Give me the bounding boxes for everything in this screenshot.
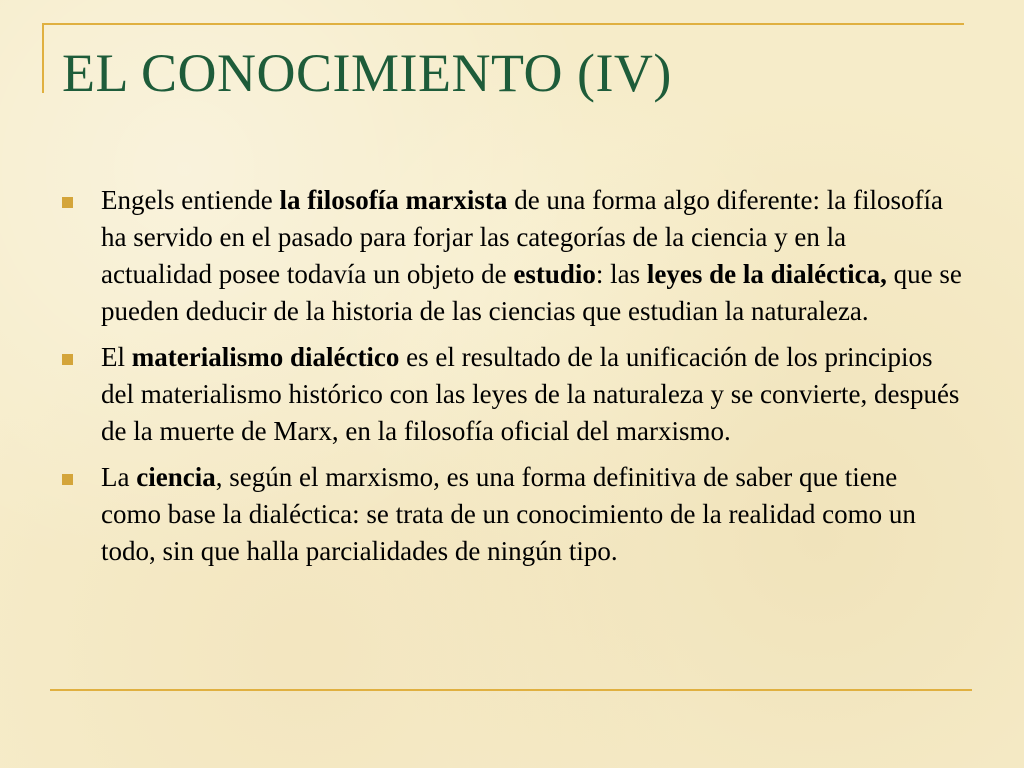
text-run: que se pueden deducir de la historia de las ciencias que estudian la naturaleza. — [101, 259, 962, 326]
bullet-text — [101, 339, 962, 450]
text-run: El — [101, 342, 132, 372]
text-run: : las — [595, 259, 647, 289]
bold-term: ciencia — [136, 462, 216, 492]
bold-term: estudio — [513, 259, 596, 289]
square-bullet-icon — [62, 474, 73, 485]
bold-term: leyes de la dialéctica, — [646, 259, 887, 289]
text-run: La — [101, 462, 137, 492]
text-run: de una forma algo diferente: la filosofía ha servido en el pasado para forjar las categorías de la ciencia y en la actualidad posee todavía un objeto de — [101, 185, 944, 289]
text-run: es el resultado de la unificación de los principios del materialismo histórico con las leyes de la naturaleza y se convierte, después de la muerte de Marx, en la filosofía oficial del marxismo. — [101, 342, 960, 446]
frame-bottom-line — [50, 689, 972, 691]
bullet-item-engels — [62, 182, 962, 330]
bold-term: materialismo dialéctico — [131, 342, 400, 372]
bullet-item-materialismo — [62, 339, 962, 450]
frame-top-line — [42, 23, 964, 25]
bullet-text — [101, 459, 962, 570]
text-run: , según el marxismo, es una forma definitiva de saber que tiene como base la dialéctica: se trata de un conocimiento de la realidad como un todo, sin que halla parcialidades de ningún tipo. — [101, 462, 916, 566]
bullet-item-ciencia — [62, 459, 962, 570]
bold-term: la filosofía marxista — [279, 185, 508, 215]
bullet-list — [62, 182, 962, 579]
text-run: Engels entiende — [101, 185, 280, 215]
slide-title: EL CONOCIMIENTO (IV) — [62, 43, 672, 103]
frame-left-line — [42, 23, 44, 93]
square-bullet-icon — [62, 197, 73, 208]
bullet-text — [101, 182, 962, 330]
square-bullet-icon — [62, 354, 73, 365]
